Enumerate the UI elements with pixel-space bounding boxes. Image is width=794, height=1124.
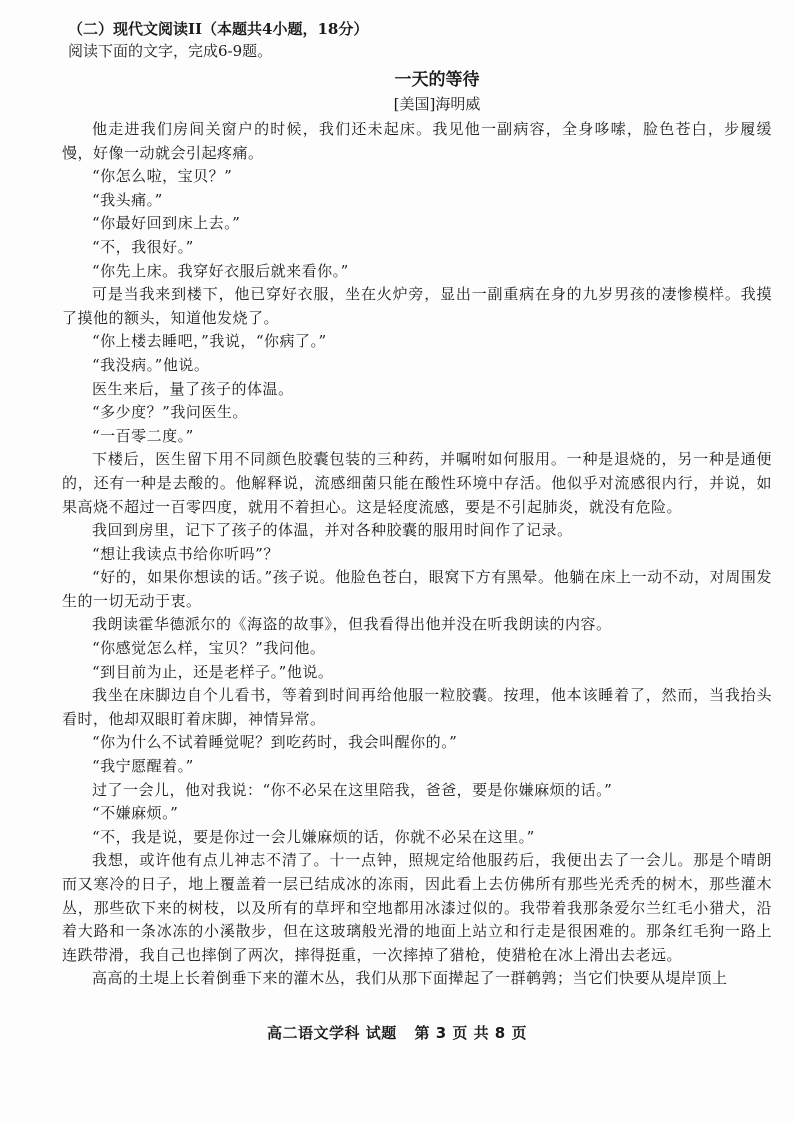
story-paragraph: “你为什么不试着睡觉呢？到吃药时，我会叫醒你的。”	[92, 733, 458, 752]
story-paragraph: 他走进我们房间关窗户的时候，我们还未起床。我见他一副病容，全身哆嗦，脸色苍白，步履缓慢，好像一动就会引起疼痛。	[62, 120, 772, 162]
footer-subject: 高二语文学科 试题	[267, 1024, 397, 1042]
story-paragraph: “不嫌麻烦。”	[92, 804, 179, 823]
story-paragraph: “我没病。”他说。	[92, 355, 210, 374]
page-content	[62, 18, 772, 991]
story-paragraph: 我想，或许他有点儿神志不清了。十一点钟，照规定给他服药后，我便出去了一会儿。那是个晴朗而又寒冷的日子，地上覆盖着一层已结成冰的冻雨，因此看上去仿佛所有那些光秃秃的树木，那些灌木丛，那些砍下来的树枝，以及所有的草坪和空地都用冰漆过似的。我带着我那条爱尔兰红毛小猎犬，沿着大路和一条冰冻的小溪散步，但在这玻璃般光滑的地面上站立和行走是很困难的。那条红毛狗一路上连跌带滑，我自己也摔倒了两次，摔得挺重，一次摔掉了猎枪，使猎枪在冰上滑出去老远。	[62, 851, 772, 964]
story-paragraph: “你怎么啦，宝贝？”	[92, 167, 233, 186]
story-paragraph: “好的，如果你想读的话。”孩子说。他脸色苍白，眼窝下方有黑晕。他躺在床上一动不动，对周围发生的一切无动于衷。	[62, 568, 772, 610]
story-body	[62, 118, 772, 991]
story-title: 一天的等待	[394, 70, 480, 90]
story-paragraph: 下楼后，医生留下用不同颜色胶囊包装的三种药，并嘱咐如何服用。一种是退烧的，另一种是通便的，还有一种是去酸的。他解释说，流感细菌只能在酸性环境中存活。他似乎对流感很内行，并说，如果高烧不超过一百零四度，就用不着担心。这是轻度流感，要是不引起肺炎，就没有危险。	[62, 450, 772, 516]
story-paragraph: 医生来后，量了孩子的体温。	[92, 379, 294, 398]
page-footer	[0, 1022, 794, 1043]
story-paragraph: “你感觉怎么样，宝贝？”我问他。	[92, 639, 326, 658]
story-paragraph: “我宁愿醒着。”	[92, 757, 194, 776]
story-paragraph: 过了一会儿，他对我说：“你不必呆在这里陪我，爸爸，要是你嫌麻烦的话。”	[92, 780, 613, 799]
story-paragraph: “到目前为止，还是老样子。”他说。	[92, 662, 334, 681]
footer-page-number: 第 3 页 共 8 页	[414, 1024, 527, 1042]
story-paragraph: “多少度？”我问医生。	[92, 403, 248, 422]
story-paragraph: 我回到房里，记下了孩子的体温，并对各种胶囊的服用时间作了记录。	[92, 521, 573, 540]
story-paragraph: “我头痛。”	[92, 190, 163, 209]
story-paragraph: “想让我读点书给你听吗”？	[92, 544, 279, 563]
reading-instruction: 阅读下面的文字，完成6-9题。	[68, 42, 273, 60]
story-paragraph: 可是当我来到楼下，他已穿好衣服，坐在火炉旁，显出一副重病在身的九岁男孩的凄惨模样。我摸了摸他的额头，知道他发烧了。	[62, 285, 772, 327]
story-paragraph: “不，我是说，要是你过一会儿嫌麻烦的话，你就不必呆在这里。”	[92, 827, 535, 846]
story-paragraph: 高高的土堤上长着倒垂下来的灌木丛，我们从那下面撵起了一群鹌鹑；当它们快要从堤岸顶上	[92, 969, 728, 988]
story-author: [美国]海明威	[393, 95, 481, 113]
story-paragraph: “你先上床。我穿好衣服后就来看你。”	[92, 261, 349, 280]
story-paragraph: 我朗读霍华德派尔的《海盗的故事》，但我看得出他并没在听我朗读的内容。	[92, 615, 612, 634]
story-paragraph: “一百零二度。”	[92, 426, 194, 445]
story-paragraph: “你上楼去睡吧，”我说，“你病了。”	[92, 332, 327, 351]
story-paragraph: 我坐在床脚边自个儿看书，等着到时间再给他服一粒胶囊。按理，他本该睡着了，然而，当我抬头看时，他却双眼盯着床脚，神情异常。	[62, 686, 772, 728]
story-paragraph: “不，我很好。”	[92, 237, 194, 256]
story-paragraph: “你最好回到床上去。”	[92, 214, 241, 233]
section-header: （二）现代文阅读II（本题共4小题，18分）	[68, 20, 369, 38]
